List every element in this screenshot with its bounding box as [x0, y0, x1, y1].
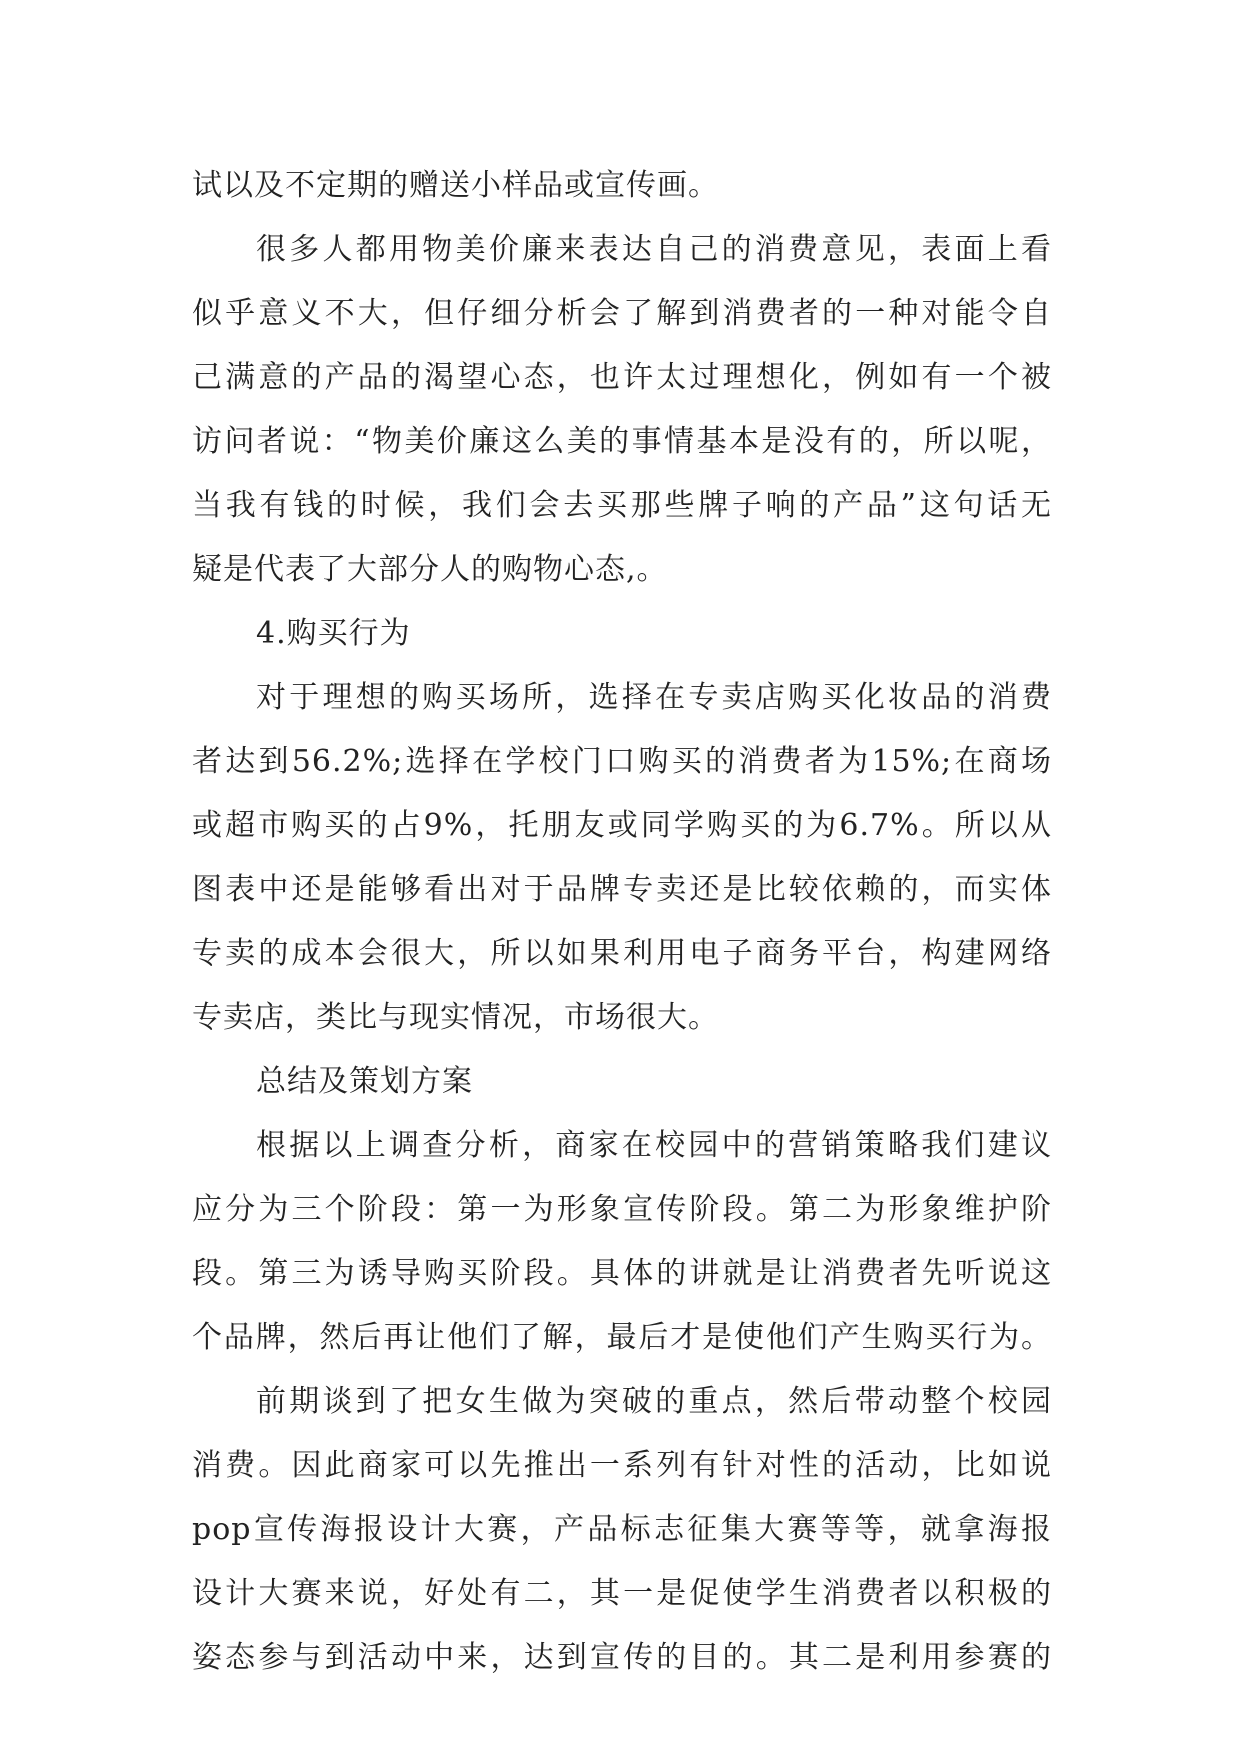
text-line: 段。第三为诱导购买阶段。具体的讲就是让消费者先听说这 — [192, 1256, 1052, 1291]
text-line: 似乎意义不大，但仔细分析会了解到消费者的一种对能令自 — [192, 296, 1052, 331]
text-line: 姿态参与到活动中来，达到宣传的目的。其二是利用参赛的 — [192, 1640, 1052, 1675]
text-line: 试以及不定期的赠送小样品或宣传画。 — [192, 168, 719, 203]
text-line: 设计大赛来说，好处有二，其一是促使学生消费者以积极的 — [192, 1576, 1052, 1611]
text-line: 消费。因此商家可以先推出一系列有针对性的活动，比如说 — [192, 1448, 1052, 1483]
text-line: 图表中还是能够看出对于品牌专卖还是比较依赖的，而实体 — [192, 872, 1052, 907]
text-line: 总结及策划方案 — [256, 1064, 473, 1099]
text-line: 专卖的成本会很大，所以如果利用电子商务平台，构建网络 — [192, 936, 1052, 971]
text-line: 访问者说：“物美价廉这么美的事情基本是没有的，所以呢， — [192, 424, 1052, 459]
text-line: 前期谈到了把女生做为突破的重点，然后带动整个校园 — [256, 1384, 1052, 1419]
text-line: 己满意的产品的渴望心态，也许太过理想化，例如有一个被 — [192, 360, 1052, 395]
text-line: 当我有钱的时候，我们会去买那些牌子响的产品”这句话无 — [192, 488, 1052, 523]
text-line: 4.购买行为 — [256, 616, 411, 651]
text-line: 专卖店，类比与现实情况，市场很大。 — [192, 1000, 719, 1035]
text-line: 者达到56.2%;选择在学校门口购买的消费者为15%;在商场 — [192, 744, 1052, 779]
text-line: 对于理想的购买场所，选择在专卖店购买化妆品的消费 — [256, 680, 1052, 715]
text-line: 或超市购买的占9%，托朋友或同学购买的为6.7%。所以从 — [192, 808, 1052, 843]
document-body — [192, 154, 1052, 1690]
text-line: pop宣传海报设计大赛，产品标志征集大赛等等，就拿海报 — [192, 1512, 1052, 1547]
text-line: 根据以上调查分析，商家在校园中的营销策略我们建议 — [256, 1128, 1052, 1163]
text-line: 应分为三个阶段：第一为形象宣传阶段。第二为形象维护阶 — [192, 1192, 1052, 1227]
text-line: 疑是代表了大部分人的购物心态,。 — [192, 552, 668, 587]
text-line: 个品牌，然后再让他们了解，最后才是使他们产生购买行为。 — [192, 1320, 1052, 1355]
text-line: 很多人都用物美价廉来表达自己的消费意见，表面上看 — [256, 232, 1052, 267]
